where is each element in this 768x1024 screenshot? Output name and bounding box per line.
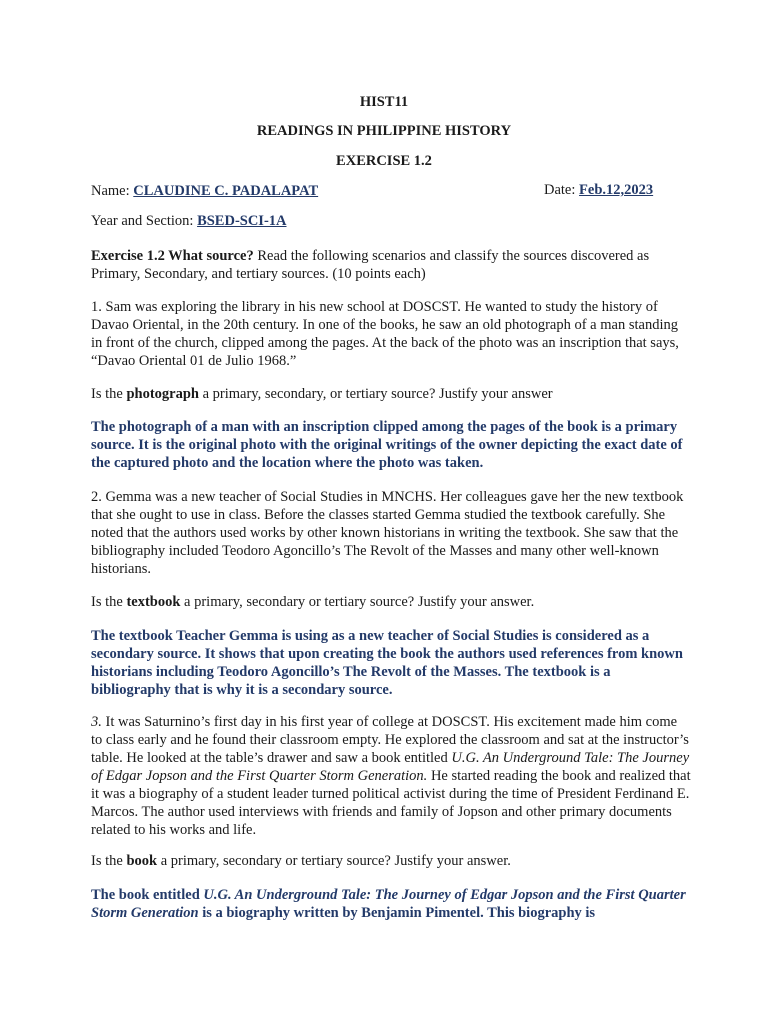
scenario-3-answer xyxy=(91,886,691,922)
scenario-2-question xyxy=(91,593,691,611)
answer-book-title: U.G. An Underground Tale: The Journey of Edgar Jopson and the First Quarter Storm Generation xyxy=(91,887,686,921)
scenario-3-text-a: It was Saturnino’s first day in his first year of college at DOSCST. His excitement made him come to class early and he found their classroom empty. He explored the classroom and sat at the instructor’s table. He looked at the table’s drawer and saw a book entitled xyxy=(91,714,689,766)
scenario-2-text: 2. Gemma was a new teacher of Social Studies in MNCHS. Her colleagues gave her the new textbook that she ought to use in class. Before the classes started Gemma studied the textbook carefully. She noted that the authors used works by other known historians in writing the textbook. She saw that the bibliography included Teodoro Agoncillo’s The Revolt of the Masses and many other well-known historians. xyxy=(91,489,684,577)
scenario-2-answer: The textbook Teacher Gemma is using as a new teacher of Social Studies is considered as a secondary source. It shows that upon creating the book the authors used references from known historians including Teodoro Agoncillo’s The Revolt of the Masses. The textbook is a bibliography that is why it is a secondary source. xyxy=(91,628,683,698)
date-label: Date: xyxy=(544,182,580,198)
section-line xyxy=(91,212,691,230)
scenario-1-question xyxy=(91,385,691,403)
course-code: HIST11 xyxy=(359,94,409,110)
section-label: Year and Section: xyxy=(91,213,198,229)
section-value: BSED-SCI-1A xyxy=(197,213,287,229)
question-suffix: a primary, secondary, or tertiary source? Justify your answer xyxy=(198,386,553,402)
answer-text-a: The book entitled xyxy=(91,887,204,903)
question-suffix: a primary, secondary or tertiary source? Justify your answer. xyxy=(180,594,535,610)
question-prefix: Is the xyxy=(91,594,127,610)
question-prefix: Is the xyxy=(91,386,127,402)
scenario-3-text xyxy=(91,713,691,839)
instructions-lead: Exercise 1.2 What source? xyxy=(91,248,254,264)
name-label: Name: xyxy=(91,183,134,199)
question-subject: photograph xyxy=(126,386,199,402)
scenario-3-number: 3. xyxy=(91,714,102,730)
date-line xyxy=(544,182,653,199)
instructions-text: Read the following scenarios and classify the sources discovered as Primary, Secondary, and tertiary sources. (10 points each) xyxy=(91,248,650,282)
scenario-3-text-b: He started reading the book and realized that it was a biography of a student leader turned political activist during the time of President Ferdinand E. Marcos. The author used interviews with friends and family of Jopson and other primary documents related to his works and life. xyxy=(91,768,691,838)
scenario-1-answer: The photograph of a man with an inscription clipped among the pages of the book is a primary source. It is the original photo with the original writings of the owner depicting the exact date of the captured photo and the location where the photo was taken. xyxy=(91,419,683,471)
student-name: CLAUDINE C. PADALAPAT xyxy=(133,183,319,199)
answer-text-b: is a biography written by Benjamin Pimentel. This biography is xyxy=(198,905,596,921)
exercise-heading: EXERCISE 1.2 xyxy=(336,153,432,169)
document-title: READINGS IN PHILIPPINE HISTORY xyxy=(256,123,512,139)
scenario-3-book-title: U.G. An Underground Tale: The Journey of Edgar Jopson and the First Quarter Storm Generation. xyxy=(91,750,690,784)
question-subject: textbook xyxy=(126,594,181,610)
date-value: Feb.12,2023 xyxy=(579,182,654,198)
scenario-1-text: 1. Sam was exploring the library in his new school at DOSCST. He wanted to study the history of Davao Oriental, in the 20th century. In one of the books, he saw an old photograph of a man standing in front of the church, clipped among the pages. At the back of the photo was an inscription that says, “Davao Oriental 01 de Julio 1968.” xyxy=(91,299,679,369)
scenario-3-question xyxy=(91,852,691,870)
question-prefix: Is the xyxy=(91,853,127,869)
question-suffix: a primary, secondary or tertiary source? Justify your answer. xyxy=(157,853,511,869)
instructions-paragraph xyxy=(91,247,691,283)
question-subject: book xyxy=(126,853,158,869)
